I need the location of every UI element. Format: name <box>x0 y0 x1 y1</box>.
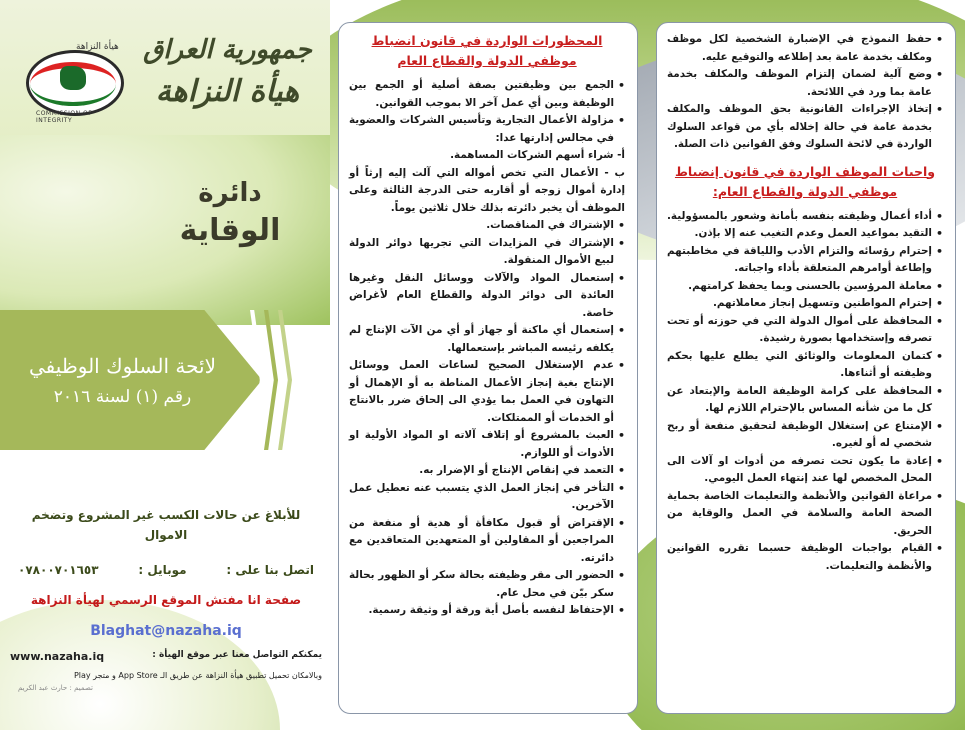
list-item: • أداء أعمال وظيفته بنفسه بأمانة وشعور بالمسؤولية. <box>667 208 943 226</box>
logo-arabic-name: هيأة النزاهة <box>76 42 119 52</box>
mobile-label: موبايل : <box>138 563 187 577</box>
list-item: • مزاولة الأعمال التجارية وتأسيس الشركات والعضوية في مجالس إدارتها عدا: <box>349 112 625 147</box>
prohibitions-list <box>349 77 625 620</box>
list-item: • وضع آلية لضمان إلتزام الموظف والمكلف بخدمة عامة بما ورد في اللائحة. <box>667 66 943 101</box>
duties-column <box>656 22 956 714</box>
logo-english-name: COMMISSION OF INTEGRITY <box>36 110 93 124</box>
official-page-text: صفحة انا مفتش الموقع الرسمي لهيأة النزاهة <box>30 593 302 607</box>
call-us-label: اتصل بنا على : <box>226 563 314 577</box>
list-item: • الإقتراض أو قبول مكافأة أو هدية أو منفعة من المراجعين أو المقاولين أو المتعهدين المتعاقدين مع دائرته. <box>349 515 625 568</box>
list-item: • إحترام رؤسائه والتزام الأدب واللياقة في مخاطبتهم وإطاعة أوامرهم المتعلقة بأداء واجباته. <box>667 243 943 278</box>
list-item: أ- شراء أسهم الشركات المساهمة. <box>450 149 625 161</box>
list-item: • معاملة المرؤسين بالحسنى وبما يحفظ كرامتهم. <box>667 278 943 296</box>
list-item: • القيام بواجبات الوظيفة حسبما تقرره القوانين والأنظمة والتعليمات. <box>667 540 943 575</box>
mobile-number[interactable]: ٠٧٨٠٠٧٠١٦٥٣ <box>18 563 99 577</box>
list-item: • الإمتناع عن إستغلال الوظيفة لتحقيق منفعة أو ربح شخصي له أو لغيره. <box>667 418 943 453</box>
contact-website-text: يمكنكم التواصل معنا عبر موقع الهيأة : <box>152 650 322 660</box>
prohibitions-column <box>338 22 638 714</box>
report-email-link[interactable]: Blaghat@nazaha.iq <box>90 623 242 639</box>
list-item: • عدم الإستغلال الصحيح لساعات العمل ووسائل الإنتاج بغية إنجاز الأعمال المناطة به أو الإهمال أو التهاون في العمل بما يؤدي الى إلحاق ضرر بالانتاج أو الخدمات أو الممتلكات. <box>349 357 625 427</box>
prohibitions-title: المحظورات الواردة في قانون انضباط موظفي الدولة والقطاع العام <box>371 33 603 68</box>
list-item: • التأخر في إنجاز العمل الذي يتسبب عنه تعطيل عمل الآخرين. <box>349 480 625 515</box>
app-download-text: وبالامكان تحميل تطبيق هيأة النزاهة عن طريق الـ App Store و متجر Play <box>73 671 322 680</box>
phone-row <box>10 563 322 577</box>
designer-credit: تصميم : حارث عبد الكريم <box>18 684 93 692</box>
cover-panel <box>0 0 330 730</box>
contact-section <box>10 505 322 639</box>
list-item: • حفظ النموذج في الإضبارة الشخصية لكل موظف ومكلف بخدمة عامة بعد إطلاعه والتوقيع عليه. <box>667 31 943 66</box>
list-item: • التقيد بمواعيد العمل وعدم التغيب عنه إلا بإذن. <box>667 225 943 243</box>
list-item: • الجمع بين وظيفتين بصفة أصلية أو الجمع بين الوظيفة وبين أي عمل آخر الا بموجب القوانين. <box>349 77 625 112</box>
list-item: • إتخاذ الإجراءات القانونية بحق الموظف والمكلف بخدمة عامة في حالة إخلاله بأي من قواعد السلوك الواردة في لائحة السلوك وفق القوانين ذات الصلة. <box>667 101 943 154</box>
republic-of-iraq-text: جمهورية العراق <box>143 35 312 65</box>
list-item: • كتمان المعلومات والوثائق التي يطلع عليها بحكم وظيفته أو أثناءها. <box>667 348 943 383</box>
list-item: • المحافظة على كرامة الوظيفة العامة والإبتعاد عن كل ما من شأنه المساس بالإحترام اللازم لها. <box>667 383 943 418</box>
iraq-map-icon <box>60 66 86 90</box>
list-item: • المحافظة على أموال الدولة التي في حوزته أو تحت تصرفه وإستخدامها بصورة رشيدة. <box>667 313 943 348</box>
duties-list <box>667 208 943 576</box>
integrity-commission-logo <box>18 40 128 124</box>
cover-footer <box>10 650 322 692</box>
list-item: • الإشتراك في المناقصات. <box>349 217 625 235</box>
list-item: ب - الأعمال التي تخص أمواله التي آلت إليه إرثاً أو إدارة أموال زوجه أو أقاربه حتى الدرجة الثالثة وعلى الموظف أن يخبر دائرته بذلك خلال ثلاثين يوماً. <box>349 166 625 214</box>
list-item: • العبث بالمشروع أو إتلاف آلاته او المواد الأولية او الأدوات أو اللوازم. <box>349 427 625 462</box>
code-of-conduct-title: لائحة السلوك الوظيفي رقم (١) لسنة ٢٠١٦ <box>29 354 216 407</box>
list-item: • الحضور الى مقر وظيفته بحالة سكر أو الظهور بحالة سكر بيّن في محل عام. <box>349 567 625 602</box>
list-item: • إستعمال المواد والآلات ووسائل النقل وغيرها العائدة الى دوائر الدولة والقطاع العام لأغراض خاصة. <box>349 270 625 323</box>
report-notice: للأبلاغ عن حالات الكسب غير المشروع وتضخم الاموال <box>31 508 301 542</box>
list-item: • إحترام المواطنين وتسهيل إنجاز معاملاتهم. <box>667 295 943 313</box>
list-item: • التعمد في إنقاص الإنتاج أو الإضرار به. <box>349 462 625 480</box>
commission-name-text: هيأة النزاهة <box>155 74 300 109</box>
list-item: • إستعمال أي ماكنة أو جهاز أو أي من الآت الإنتاج لم يكلفه رئيسه المباشر بإستعمالها. <box>349 322 625 357</box>
duties-title: واجبات الموظف الواردة في قانون إنضباط موظفي الدولة والقطاع العام: <box>674 163 936 199</box>
list-item: • إعادة ما يكون تحت تصرفه من أدوات او آلات الى المحل المخصص لها عند إنتهاء العمل اليومي. <box>667 453 943 488</box>
department-title: دائرة الوقاية <box>179 178 281 248</box>
list-item: • الإشتراك في المزايدات التي تجريها دوائر الدولة لبيع الأموال المنقولة. <box>349 235 625 270</box>
header-calligraphy <box>140 30 315 114</box>
list-item: • الإحتفاظ لنفسه بأصل أية ورقة أو وثيقة رسمية. <box>349 602 625 620</box>
implementation-list <box>667 31 943 154</box>
website-link[interactable]: www.nazaha.iq <box>10 650 105 663</box>
list-item: • مراعاة القوانين والأنظمة والتعليمات الخاصة بحماية الصحة العامة والسلامة في العمل والوقاية من الحريق. <box>667 488 943 541</box>
